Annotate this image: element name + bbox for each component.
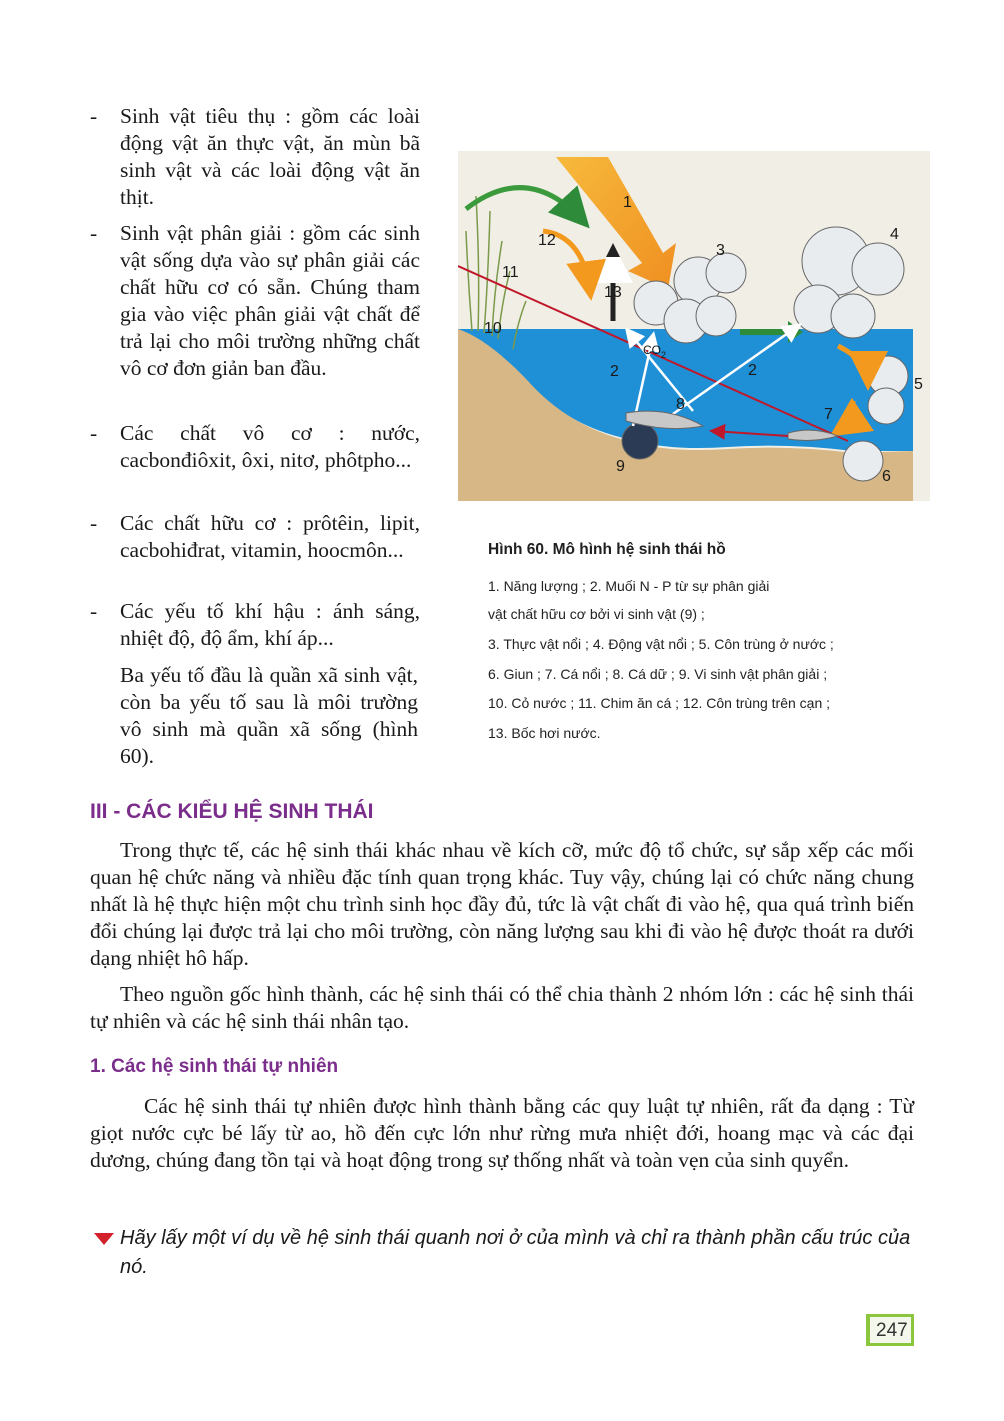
bullet-item: - Các chất vô cơ : nước, cacbonđiôxit, ôxi, nitơ, phôtpho...	[90, 421, 420, 472]
caption-line: 6. Giun ; 7. Cá nổi ; 8. Cá dữ ; 9. Vi sinh vật phân giải ;	[488, 666, 828, 682]
question-marker-icon	[94, 1233, 114, 1247]
figure-label: 11	[502, 264, 519, 281]
figure-label: 2	[610, 363, 619, 380]
lake-ecosystem-figure	[458, 151, 930, 501]
caption-line: vật chất hữu cơ bởi vi sinh vật (9) ;	[488, 606, 705, 622]
figure-label: 3	[716, 242, 725, 259]
bullet-item: - Các chất hữu cơ : prôtêin, lipit, cacbohiđrat, vitamin, hoocmôn...	[90, 511, 420, 562]
section-paragraph: Trong thực tế, các hệ sinh thái khác nhau về kích cỡ, mức độ tổ chức, sự sắp xếp các mối quan hệ chức năng và nhiều đặc tính quan trọng khác. Tuy vậy, chúng lại có chức năng chung nhất là hệ thực hiện một chu trình sinh học đầy đủ, tức là vật chất đi vào hệ, qua quá trình biến đổi chúng lại được trả lại cho môi trường, còn năng lượng sau khi đi vào hệ được thoát ra dưới dạng nhiệt hô hấp.	[90, 838, 914, 970]
bullet-item: - Sinh vật tiêu thụ : gồm các loài động vật ăn thực vật, ăn mùn bã sinh vật và các loài động vật ăn thịt.	[90, 104, 420, 209]
figure-label: 9	[616, 458, 625, 475]
figure-label: 13	[604, 284, 622, 301]
bullet-text: Sinh vật phân giải : gồm các sinh vật sống dựa vào sự phân giải các chất hữu cơ có sẵn. Chúng tham gia vào việc phân giải vật chất để trả lại cho môi trường những chất vô cơ đơn giản ban đầu.	[120, 221, 420, 380]
caption-line: 3. Thực vật nổi ; 4. Động vật nổi ; 5. Côn trùng ở nước ;	[488, 636, 834, 652]
figure-caption-title: Hình 60. Mô hình hệ sinh thái hồ	[488, 541, 726, 558]
page-number-box	[866, 1314, 914, 1346]
page-number: 247	[876, 1320, 908, 1341]
question-text: Hãy lấy một ví dụ về hệ sinh thái quanh nơi ở của mình và chỉ ra thành phần cấu trúc của nó.	[120, 1227, 911, 1278]
section-paragraph: Theo nguồn gốc hình thành, các hệ sinh thái có thể chia thành 2 nhóm lớn : các hệ sinh thái tự nhiên và các hệ sinh thái nhân tạo.	[90, 982, 914, 1033]
bullet-text: Sinh vật tiêu thụ : gồm các loài động vật ăn thực vật, ăn mùn bã sinh vật và các loài động vật ăn thịt.	[120, 104, 420, 209]
figure-label: 5	[914, 376, 923, 393]
caption-line: 1. Năng lượng ; 2. Muối N - P từ sự phân giải	[488, 578, 770, 594]
figure-label: 2	[748, 362, 757, 379]
subsection-heading: 1. Các hệ sinh thái tự nhiên	[90, 1056, 339, 1077]
figure-label: 12	[538, 232, 556, 249]
caption-line: 10. Cỏ nước ; 11. Chim ăn cá ; 12. Côn trùng trên cạn ;	[488, 695, 831, 711]
figure-label: 4	[890, 226, 899, 243]
bullet-text: Các chất vô cơ : nước, cacbonđiôxit, ôxi, nitơ, phôtpho...	[120, 421, 420, 472]
subsection-paragraph: Các hệ sinh thái tự nhiên được hình thành bằng các quy luật tự nhiên, rất đa dạng : Từ giọt nước cực bé lấy từ ao, hồ đến cực lớn như rừng mưa nhiệt đới, hoang mạc và các đại dương, chúng đang tồn tại và hoạt động trong sự thống nhất và toàn vẹn của sinh quyển.	[90, 1094, 914, 1172]
figure-label: 1	[623, 194, 632, 211]
caption-line: 13. Bốc hơi nước.	[488, 725, 601, 741]
bullet-text: Các yếu tố khí hậu : ánh sáng, nhiệt độ, độ ẩm, khí áp...	[120, 599, 420, 650]
left-paragraph: Ba yếu tố đầu là quần xã sinh vật, còn ba yếu tố sau là môi trường vô sinh mà quần xã sống (hình 60).	[120, 663, 418, 768]
co2-label: $CO_2$	[643, 343, 667, 360]
section-heading: III - CÁC KIỂU HỆ SINH THÁI	[90, 800, 374, 823]
figure-label: 8	[676, 396, 685, 413]
bullet-item: - Các yếu tố khí hậu : ánh sáng, nhiệt độ, độ ẩm, khí áp...	[90, 599, 420, 650]
figure-label: 6	[882, 468, 891, 485]
bullet-text: Các chất hữu cơ : prôtêin, lipit, cacbohiđrat, vitamin, hoocmôn...	[120, 511, 420, 562]
figure-label: 10	[484, 320, 502, 337]
figure-label: 7	[824, 406, 833, 423]
bullet-item: - Sinh vật phân giải : gồm các sinh vật sống dựa vào sự phân giải các chất hữu cơ có sẵn. Chúng tham gia vào việc phân giải vật chất để trả lại cho môi trường những chất vô cơ đơn giản ban đầu.	[90, 221, 420, 380]
